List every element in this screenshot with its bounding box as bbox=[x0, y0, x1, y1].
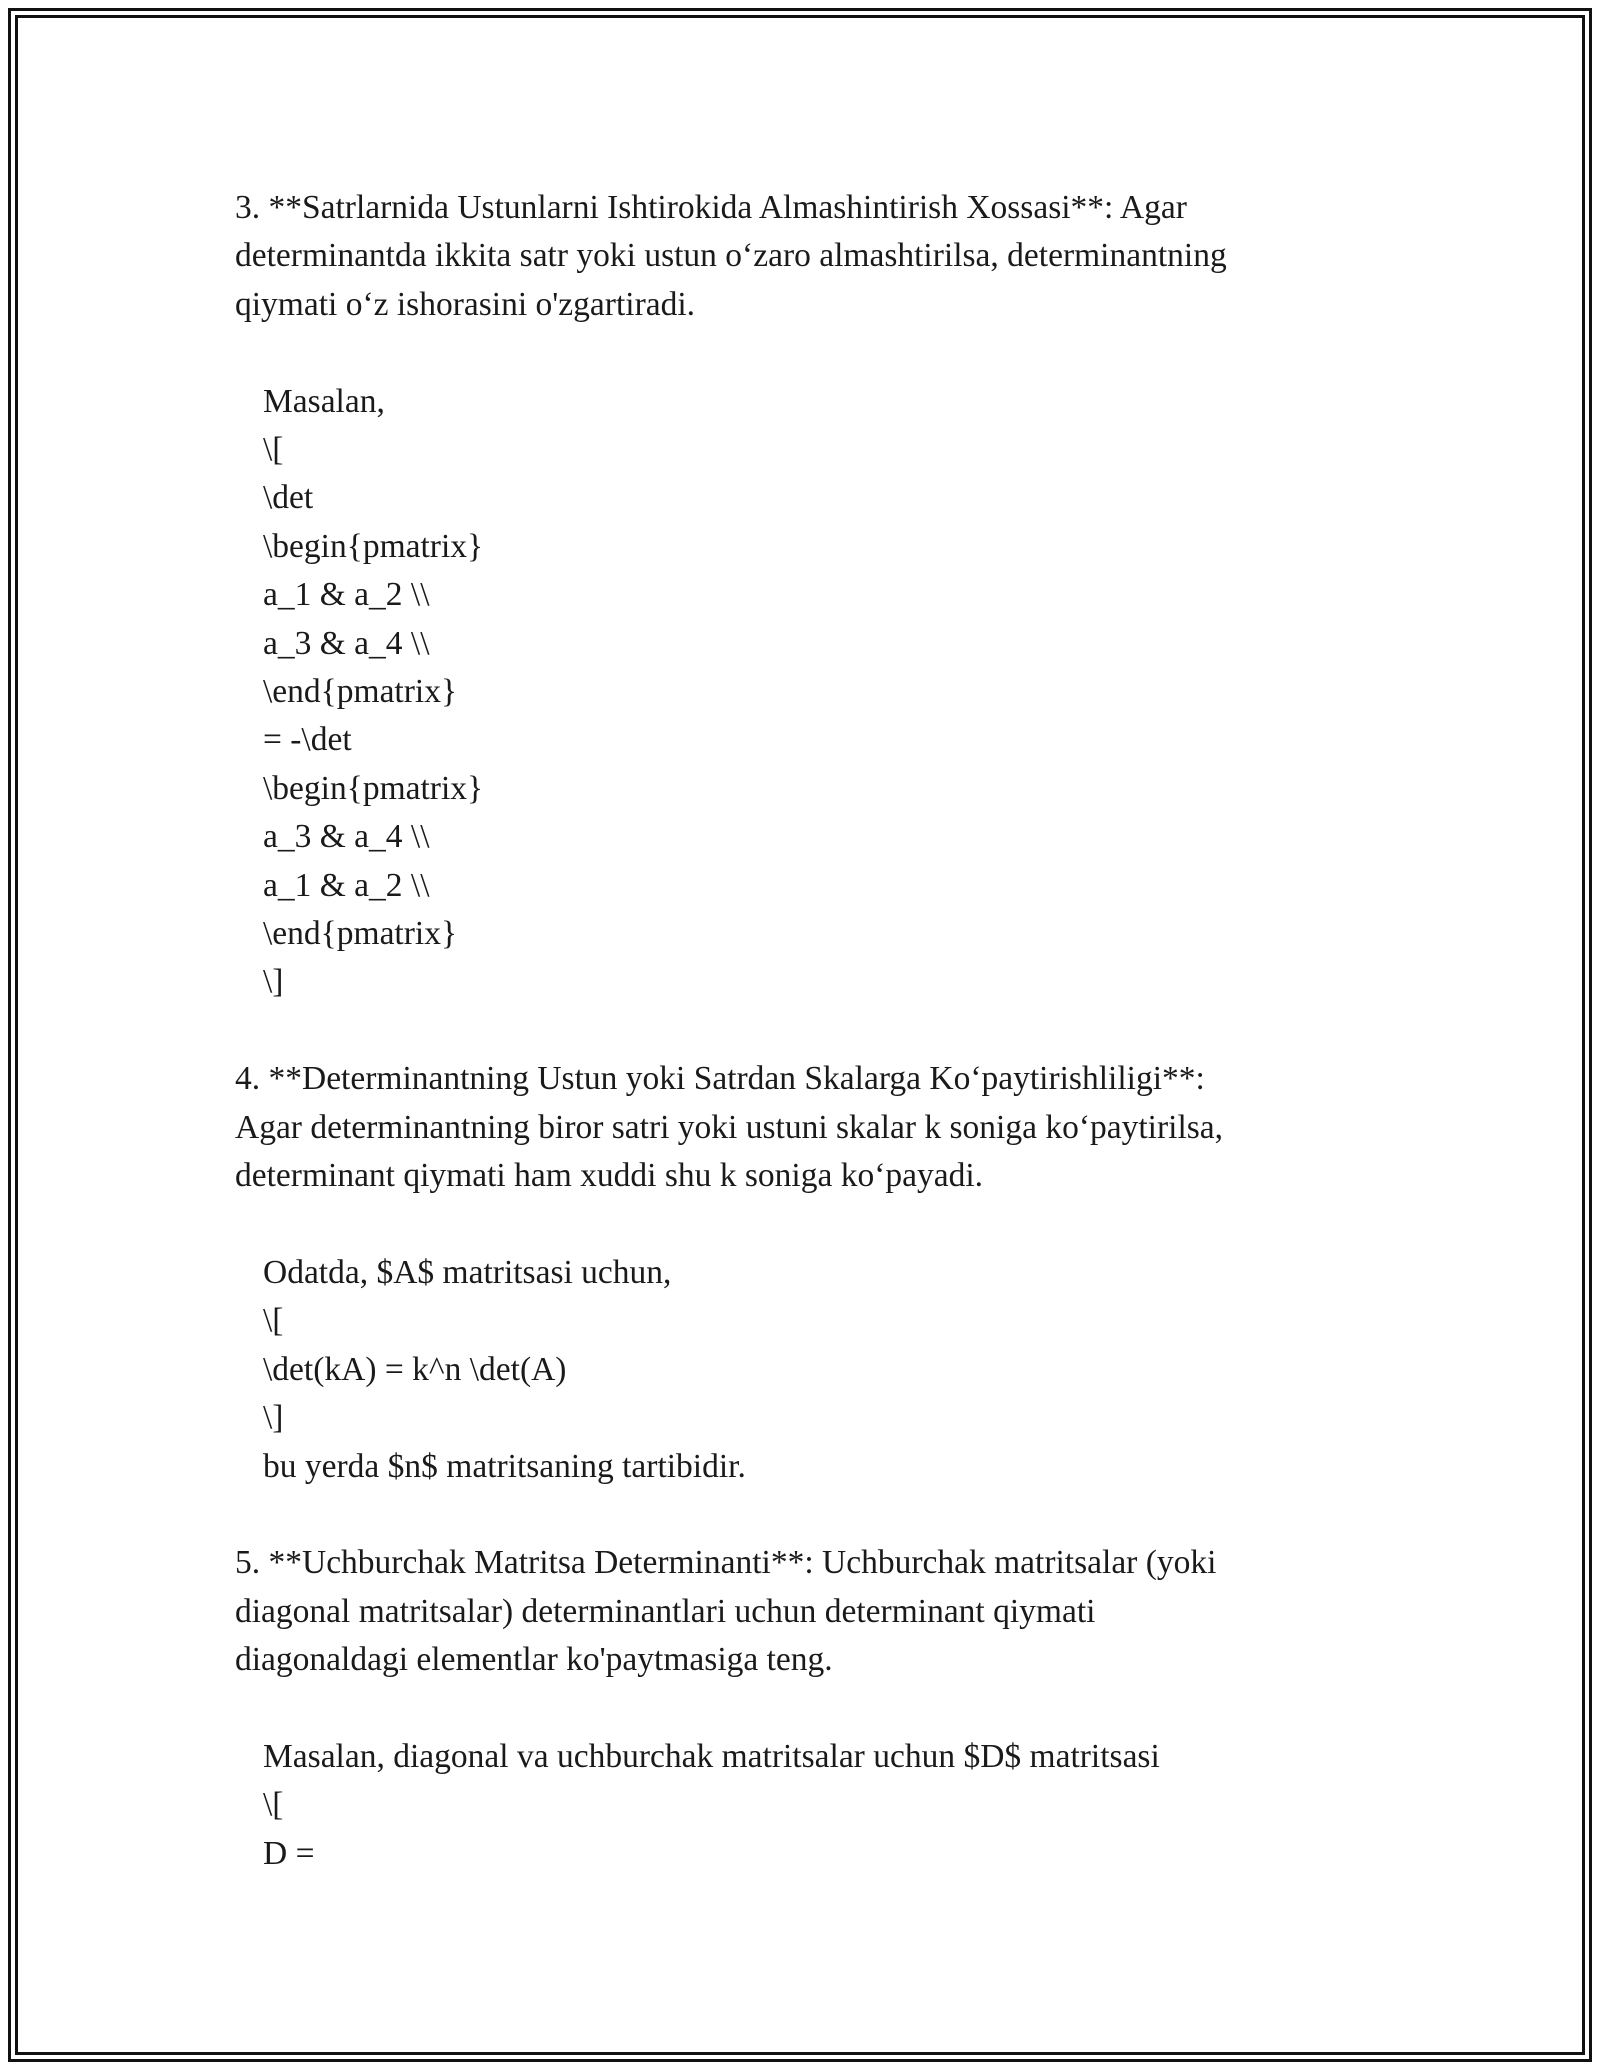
example-line: Masalan, bbox=[263, 382, 385, 420]
text-line: 5. **Uchburchak Matritsa Determinanti**: Uchburchak matritsalar (yoki bbox=[235, 1544, 1217, 1582]
document-body bbox=[235, 184, 1415, 1878]
property-4-paragraph bbox=[235, 1055, 1415, 1200]
example-line: \end{pmatrix} bbox=[263, 673, 458, 711]
text-line: determinant qiymati ham xuddi shu k soniga ko‘payadi. bbox=[235, 1157, 984, 1195]
example-line: \begin{pmatrix} bbox=[263, 769, 484, 807]
example-line: \det(kA) = k^n \det(A) bbox=[263, 1350, 567, 1388]
example-line: a_1 & a_2 \\ bbox=[263, 866, 430, 904]
example-line: \[ bbox=[263, 1302, 284, 1340]
text-line: 4. **Determinantning Ustun yoki Satrdan Skalarga Ko‘paytirishliligi**: bbox=[235, 1060, 1205, 1098]
blank-line bbox=[235, 1491, 1415, 1539]
text-line: Agar determinantning biror satri yoki ustuni skalar k soniga ko‘paytirilsa, bbox=[235, 1108, 1224, 1146]
example-line: Odatda, $A$ matritsasi uchun, bbox=[263, 1253, 672, 1291]
example-line: \det bbox=[263, 479, 314, 517]
property-3-example bbox=[235, 378, 1415, 1007]
text-line: 3. **Satrlarnida Ustunlarni Ishtirokida Almashintirish Xossasi**: Agar bbox=[235, 189, 1187, 226]
example-line: a_3 & a_4 \\ bbox=[263, 818, 430, 856]
example-line: \[ bbox=[263, 431, 284, 469]
example-line: Masalan, diagonal va uchburchak matritsalar uchun $D$ matritsasi bbox=[263, 1737, 1160, 1775]
blank-line bbox=[235, 1007, 1415, 1055]
property-5-paragraph bbox=[235, 1539, 1415, 1684]
example-line: \] bbox=[263, 1399, 284, 1437]
blank-line bbox=[235, 1201, 1415, 1249]
example-line: \end{pmatrix} bbox=[263, 915, 458, 953]
example-line: = -\det bbox=[263, 721, 352, 759]
example-line: D = bbox=[263, 1834, 315, 1872]
example-line: bu yerda $n$ matritsaning tartibidir. bbox=[263, 1447, 746, 1485]
blank-line bbox=[235, 329, 1415, 377]
property-5-example bbox=[235, 1733, 1415, 1878]
text-line: diagonal matritsalar) determinantlari uchun determinant qiymati bbox=[235, 1592, 1096, 1630]
example-line: \] bbox=[263, 963, 284, 1001]
text-line: determinantda ikkita satr yoki ustun o‘zaro almashtirilsa, determinantning bbox=[235, 237, 1227, 275]
example-line: a_3 & a_4 \\ bbox=[263, 624, 430, 662]
blank-line bbox=[235, 1685, 1415, 1733]
example-line: a_1 & a_2 \\ bbox=[263, 576, 430, 614]
text-line: diagonaldagi elementlar ko'paytmasiga teng. bbox=[235, 1641, 833, 1679]
property-3-paragraph bbox=[235, 184, 1415, 329]
property-4-example bbox=[235, 1249, 1415, 1491]
example-line: \begin{pmatrix} bbox=[263, 527, 484, 565]
text-line: qiymati o‘z ishorasini o'zgartiradi. bbox=[235, 285, 696, 323]
example-line: \[ bbox=[263, 1786, 284, 1824]
